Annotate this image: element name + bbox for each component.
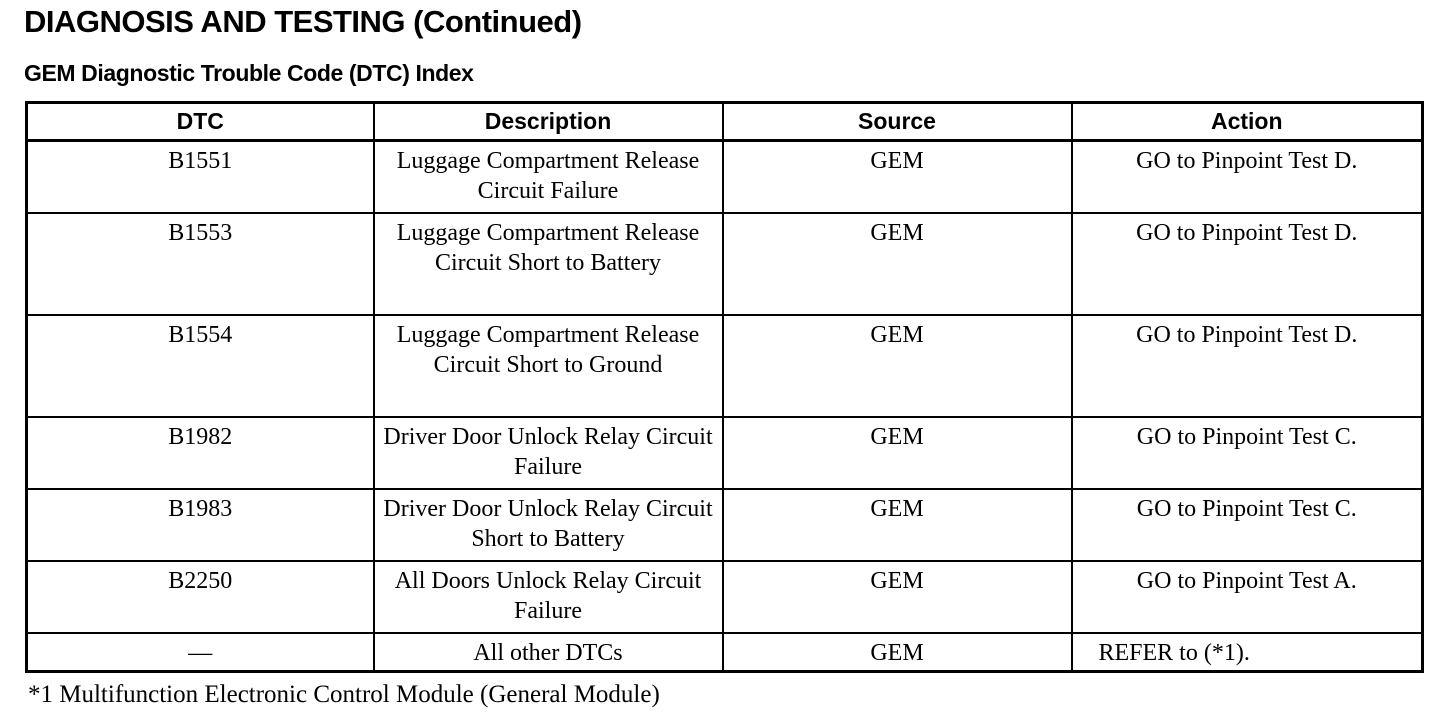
description-cell: Luggage Compartment Release Circuit Short to Battery xyxy=(374,213,723,315)
dtc-cell: B1551 xyxy=(27,141,374,214)
dtc-cell: B1553 xyxy=(27,213,374,315)
table-header-row xyxy=(27,103,1423,141)
table-row xyxy=(27,633,1423,672)
description-cell: All Doors Unlock Relay Circuit Failure xyxy=(374,561,723,633)
description-cell: Luggage Compartment Release Circuit Failure xyxy=(374,141,723,214)
dtc-index-table xyxy=(25,101,1424,673)
description-cell: Driver Door Unlock Relay Circuit Short to Battery xyxy=(374,489,723,561)
action-cell: GO to Pinpoint Test D. xyxy=(1072,141,1423,214)
table-row xyxy=(27,213,1423,315)
action-cell: REFER to (*1). xyxy=(1072,633,1423,672)
source-cell: GEM xyxy=(723,141,1072,214)
table-row xyxy=(27,489,1423,561)
column-header-dtc: DTC xyxy=(27,103,374,141)
source-cell: GEM xyxy=(723,489,1072,561)
action-cell: GO to Pinpoint Test A. xyxy=(1072,561,1423,633)
dtc-cell: B1554 xyxy=(27,315,374,417)
column-header-source: Source xyxy=(723,103,1072,141)
footnote: *1 Multifunction Electronic Control Module (General Module) xyxy=(28,681,660,708)
dtc-cell: B1982 xyxy=(27,417,374,489)
action-cell: GO to Pinpoint Test C. xyxy=(1072,489,1423,561)
action-cell: GO to Pinpoint Test D. xyxy=(1072,315,1423,417)
source-cell: GEM xyxy=(723,561,1072,633)
table-row xyxy=(27,561,1423,633)
section-title: GEM Diagnostic Trouble Code (DTC) Index xyxy=(24,60,474,86)
source-cell: GEM xyxy=(723,633,1072,672)
action-cell: GO to Pinpoint Test C. xyxy=(1072,417,1423,489)
column-header-action: Action xyxy=(1072,103,1423,141)
page-title: DIAGNOSIS AND TESTING (Continued) xyxy=(24,4,582,39)
description-cell: Driver Door Unlock Relay Circuit Failure xyxy=(374,417,723,489)
dtc-cell: B2250 xyxy=(27,561,374,633)
dtc-cell: B1983 xyxy=(27,489,374,561)
column-header-description: Description xyxy=(374,103,723,141)
description-cell: All other DTCs xyxy=(374,633,723,672)
description-cell: Luggage Compartment Release Circuit Short to Ground xyxy=(374,315,723,417)
table-row xyxy=(27,315,1423,417)
dtc-cell: — xyxy=(27,633,374,672)
action-cell: GO to Pinpoint Test D. xyxy=(1072,213,1423,315)
table-row xyxy=(27,141,1423,214)
source-cell: GEM xyxy=(723,417,1072,489)
source-cell: GEM xyxy=(723,213,1072,315)
table-row xyxy=(27,417,1423,489)
source-cell: GEM xyxy=(723,315,1072,417)
